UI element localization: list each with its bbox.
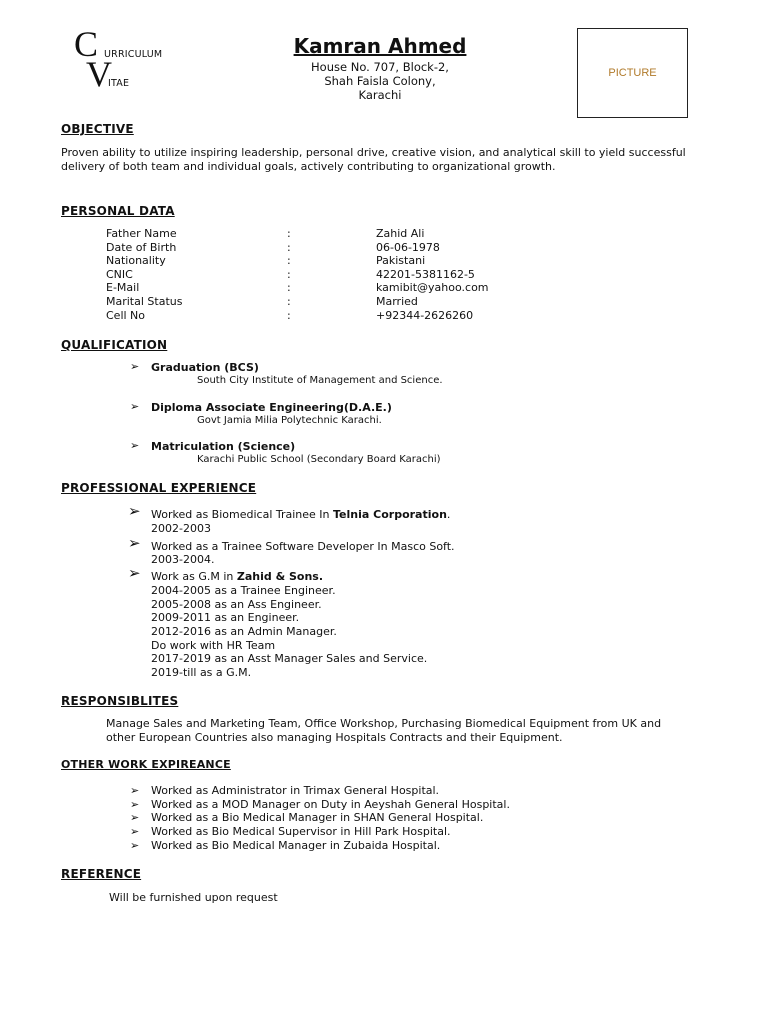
personal-separator: : <box>287 309 291 322</box>
personal-row <box>106 254 506 268</box>
experience-detail: 2003-2004. <box>151 553 215 566</box>
arrow-bullet-icon: ➢ <box>130 811 140 824</box>
personal-row <box>106 309 506 323</box>
logo-text-curriculum: URRICULUM <box>104 49 163 60</box>
experience-item <box>151 570 323 583</box>
experience-item <box>151 540 455 553</box>
qualification-degree: Graduation (BCS) <box>151 361 259 374</box>
arrow-bullet-icon: ➢ <box>130 839 140 852</box>
logo-text-vitae: ITAE <box>108 78 130 89</box>
arrow-bullet-icon: ➢ <box>130 400 140 413</box>
qualification-heading: QUALIFICATION <box>61 338 168 352</box>
reference-heading: REFERENCE <box>61 867 142 881</box>
experience-text: Work as G.M in <box>151 570 237 583</box>
objective-heading: OBJECTIVE <box>61 122 134 136</box>
personal-data-heading: PERSONAL DATA <box>61 204 175 218</box>
personal-label: Nationality <box>106 254 166 267</box>
personal-row <box>106 281 506 295</box>
experience-detail: Do work with HR Team <box>151 639 276 652</box>
experience-detail: 2017-2019 as an Asst Manager Sales and Service. <box>151 652 428 665</box>
responsibilities-line-2: other European Countries also managing Hospitals Contracts and their Equipment. <box>106 731 563 744</box>
experience-heading: PROFESSIONAL EXPERIENCE <box>61 481 257 495</box>
qualification-degree: Matriculation (Science) <box>151 440 296 453</box>
arrow-bullet-icon: ➢ <box>130 360 140 373</box>
experience-detail: 2002-2003 <box>151 522 211 535</box>
responsibilities-line-1: Manage Sales and Marketing Team, Office Workshop, Purchasing Biomedical Equipment from UK and <box>106 717 662 730</box>
arrow-bullet-icon: ➢ <box>128 564 141 582</box>
arrow-bullet-icon: ➢ <box>130 798 140 811</box>
personal-label: Cell No <box>106 309 146 322</box>
logo-letter-c: C <box>74 24 99 64</box>
personal-value: +92344-2626260 <box>376 309 474 322</box>
address-line-3: Karachi <box>358 88 402 102</box>
arrow-bullet-icon: ➢ <box>130 825 140 838</box>
experience-detail: 2019-till as a G.M. <box>151 666 252 679</box>
qualification-degree: Diploma Associate Engineering(D.A.E.) <box>151 401 392 414</box>
personal-value: 42201-5381162-5 <box>376 268 475 281</box>
address-line-2: Shah Faisla Colony, <box>324 74 436 88</box>
personal-separator: : <box>287 295 291 308</box>
other-work-item: Worked as Administrator in Trimax General Hospital. <box>151 784 440 797</box>
experience-text: Worked as a Trainee Software Developer In Masco Soft. <box>151 540 455 553</box>
personal-value: 06-06-1978 <box>376 241 440 254</box>
experience-detail: 2009-2011 as an Engineer. <box>151 611 300 624</box>
other-work-heading: OTHER WORK EXPIREANCE <box>61 758 231 771</box>
company-name: Zahid & Sons. <box>236 570 324 583</box>
arrow-bullet-icon: ➢ <box>130 784 140 797</box>
logo-letter-v: V <box>86 54 112 94</box>
personal-label: CNIC <box>106 268 133 281</box>
experience-text: Worked as Biomedical Trainee In <box>151 508 334 521</box>
reference-text: Will be furnished upon request <box>109 891 278 904</box>
qualification-institute: South City Institute of Management and Science. <box>197 375 443 386</box>
experience-item <box>151 508 450 521</box>
company-name: Telnia Corporation <box>333 508 447 521</box>
experience-detail: 2005-2008 as an Ass Engineer. <box>151 598 322 611</box>
arrow-bullet-icon: ➢ <box>130 439 140 452</box>
personal-separator: : <box>287 241 291 254</box>
personal-row <box>106 268 506 282</box>
responsibilities-heading: RESPONSIBLITES <box>61 694 179 708</box>
experience-detail: 2012-2016 as an Admin Manager. <box>151 625 337 638</box>
qualification-institute: Karachi Public School (Secondary Board Karachi) <box>197 454 441 465</box>
personal-value: Pakistani <box>376 254 426 267</box>
candidate-name: Kamran Ahmed <box>293 34 467 58</box>
objective-line-1: Proven ability to utilize inspiring leadership, personal drive, creative vision, and analytical skill to yield successful <box>61 146 686 159</box>
experience-detail: 2004-2005 as a Trainee Engineer. <box>151 584 336 597</box>
personal-value: Married <box>376 295 418 308</box>
email-value[interactable]: kamibit@yahoo.com <box>376 281 489 294</box>
other-work-item: Worked as a MOD Manager on Duty in Aeyshah General Hospital. <box>151 798 510 811</box>
qualification-institute: Govt Jamia Milia Polytechnic Karachi. <box>197 415 382 426</box>
personal-label: Father Name <box>106 227 177 240</box>
personal-label: Date of Birth <box>106 241 177 254</box>
experience-text-end: . <box>446 508 451 521</box>
other-work-item: Worked as Bio Medical Supervisor in Hill Park Hospital. <box>151 825 451 838</box>
personal-separator: : <box>287 268 291 281</box>
arrow-bullet-icon: ➢ <box>128 502 141 520</box>
personal-separator: : <box>287 281 291 294</box>
other-work-item: Worked as Bio Medical Manager in Zubaida Hospital. <box>151 839 441 852</box>
picture-label: PICTURE <box>608 67 657 79</box>
personal-row <box>106 241 506 255</box>
picture-placeholder <box>577 28 688 118</box>
personal-value: Zahid Ali <box>376 227 425 240</box>
personal-label: Marital Status <box>106 295 183 308</box>
personal-separator: : <box>287 227 291 240</box>
other-work-item: Worked as a Bio Medical Manager in SHAN General Hospital. <box>151 811 484 824</box>
personal-label: E-Mail <box>106 281 140 294</box>
address-line-1: House No. 707, Block-2, <box>311 60 449 74</box>
objective-line-2: delivery of both team and individual goals, actively contributing to organizational growth. <box>61 160 556 173</box>
personal-separator: : <box>287 254 291 267</box>
personal-row <box>106 227 506 241</box>
personal-row <box>106 295 506 309</box>
arrow-bullet-icon: ➢ <box>128 534 141 552</box>
